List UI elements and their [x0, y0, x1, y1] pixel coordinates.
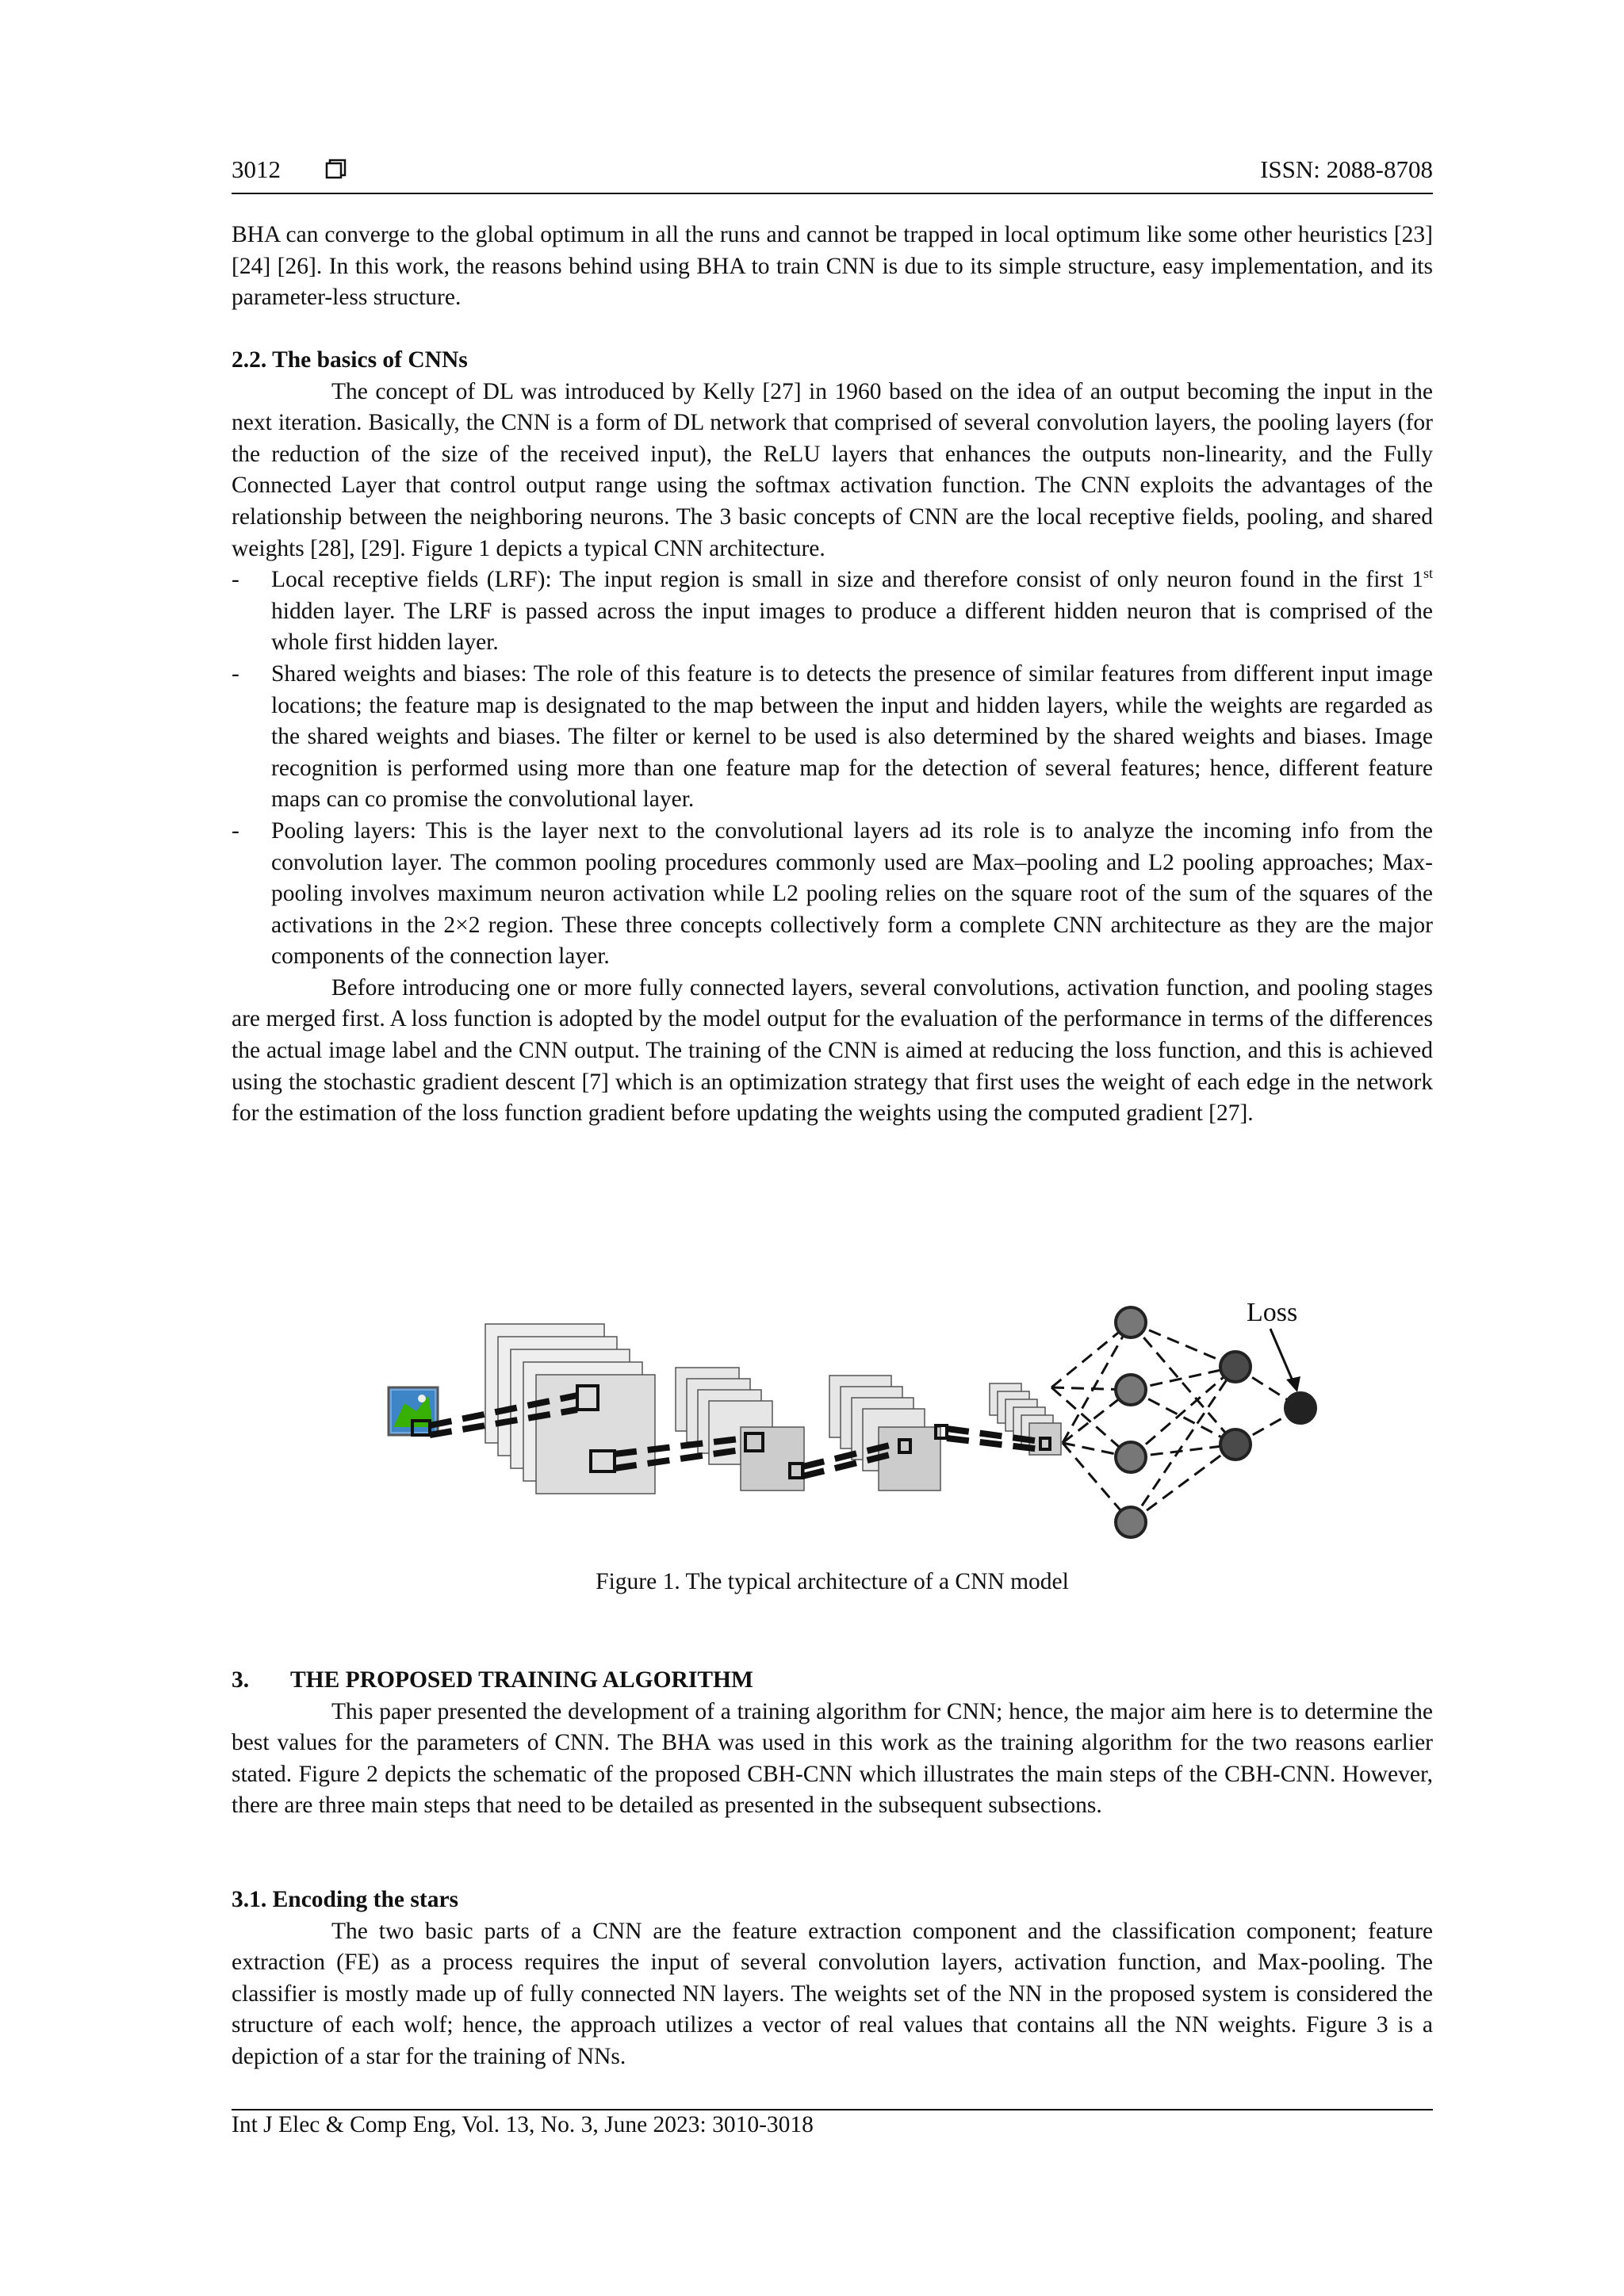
section-3-paragraph: This paper presented the development of a training algorithm for CNN; hence, the major aim here is to determine the best values for the parameters of CNN. The BHA was used in this work as the training algorithm for the two reasons earlier stated. Figure 2 depicts the schematic of the proposed CBH-CNN which illustrates the main steps of the CBH-CNN. However, there are three main steps that need to be detailed as presented in the subsequent subsections.: [232, 1698, 1433, 1819]
figure-1-caption: Figure 1. The typical architecture of a CNN model: [596, 1569, 1069, 1594]
hidden-neuron: [1116, 1307, 1146, 1337]
section-3-1-paragraph: The two basic parts of a CNN are the feature extraction component and the classification component; feature extraction (FE) as a process requires the input of several convolution layers, activation function, and Max-pooling. The classifier is mostly made up of fully connected NN layers. The weights set of the NN in the proposed system is considered the structure of each wolf; hence, the approach utilizes a vector of real values that contains all the NN weights. Figure 3 is a depiction of a star for the training of NNs.: [232, 1918, 1433, 2069]
list-item: - Local receptive fields (LRF): The input region is small in size and therefore consist of only neuron found in the first 1st hidden layer. The LRF is passed across the input images to produce a different hidden neuron that is comprised of the whole first hidden layer.: [232, 565, 1433, 656]
intro-block: [232, 220, 1433, 314]
conv-layer-2-stack: [829, 1376, 940, 1490]
cnn-concepts-list: [232, 564, 1433, 973]
checkbox-square-icon: [325, 159, 347, 181]
header-rule: [232, 193, 1433, 194]
page-number: 3012: [232, 155, 281, 183]
section-3-1: [232, 1885, 1433, 2073]
list-item: - Shared weights and biases: The role of this feature is to detects the presence of similar features from different input image locations; the feature map is designated to the map between the input and hidden layers, while the weights are regarded as the shared weights and biases. The filter or kernel to be used is also determined by the shared weights and biases. Image recognition is performed using more than one feature map for the detection of several features; hence, different feature maps can co promise the convolutional layer.: [232, 659, 1433, 816]
fc-connections: [1051, 1322, 1300, 1522]
list-dash: -: [232, 567, 239, 593]
pool-layer-1-stack: [676, 1368, 804, 1490]
section-3-1-heading: 3.1. Encoding the stars: [232, 1887, 459, 1912]
output-neuron: [1285, 1393, 1316, 1423]
section-2-2: [232, 345, 1433, 1130]
hidden-neuron: [1220, 1352, 1251, 1382]
cnn-architecture-figure: [381, 1292, 1364, 1554]
section-2-2-heading: 2.2. The basics of CNNs: [232, 347, 468, 373]
footer-rule: [232, 2109, 1433, 2110]
intro-paragraph: BHA can converge to the global optimum in all the runs and cannot be trapped in local optimum like some other heuristics [23] [24] [26]. In this work, the reasons behind using BHA to train CNN is due to its simple structure, easy implementation, and its parameter-less structure.: [232, 222, 1433, 311]
list-dash: -: [232, 817, 239, 844]
hidden-neuron: [1116, 1507, 1146, 1537]
section-3: [232, 1665, 1433, 1822]
section-2-2-paragraph-2: Before introducing one or more fully connected layers, several convolutions, activation function, and pooling stages are merged first. A loss function is adopted by the model output for the evaluation of the performance in terms of the differences the actual image label and the CNN output. The training of the CNN is aimed at reducing the loss function, and this is achieved using the stochastic gradient descent [7] which is an optimization strategy that first uses the weight of each edge in the network for the estimation of the loss function gradient before updating the weights using the computed gradient [27].: [232, 974, 1433, 1127]
section-3-heading: 3. THE PROPOSED TRAINING ALGORITHM: [232, 1667, 753, 1693]
hidden-neuron: [1116, 1442, 1146, 1472]
list-item: - Pooling layers: This is the layer next to the convolutional layers ad its role is to analyze the incoming info from the convolution layer. The common pooling procedures commonly used are Max–pooling and L2 pooling approaches; Max-pooling involves maximum neuron activation while L2 pooling relies on the square root of the sum of the squares of the activations in the 2×2 region. These three concepts collectively form a complete CNN architecture as they are the major components of the connection layer.: [232, 816, 1433, 973]
hidden-neuron: [1220, 1429, 1251, 1460]
list-dash: -: [232, 660, 239, 687]
hidden-neuron: [1116, 1375, 1146, 1405]
loss-label: Loss: [1247, 1298, 1298, 1327]
footer-citation: Int J Elec & Comp Eng, Vol. 13, No. 3, June 2023: 3010-3018: [232, 2112, 814, 2137]
issn-label: ISSN: 2088-8708: [1260, 155, 1433, 183]
section-2-2-paragraph: The concept of DL was introduced by Kelly [27] in 1960 based on the idea of an output becoming the input in the next iteration. Basically, the CNN is a form of DL network that comprised of several convolution layers, the pooling layers (for the reduction of the size of the received input), the ReLU layers that enhances the outputs non-linearity, and the Fully Connected Layer that control output range using the softmax activation function. The CNN exploits the advantages of the relationship between the neighboring neurons. The 3 basic concepts of CNN are the local receptive fields, pooling, and shared weights [28], [29]. Figure 1 depicts a typical CNN architecture.: [232, 378, 1433, 561]
page-header: [232, 155, 1433, 193]
